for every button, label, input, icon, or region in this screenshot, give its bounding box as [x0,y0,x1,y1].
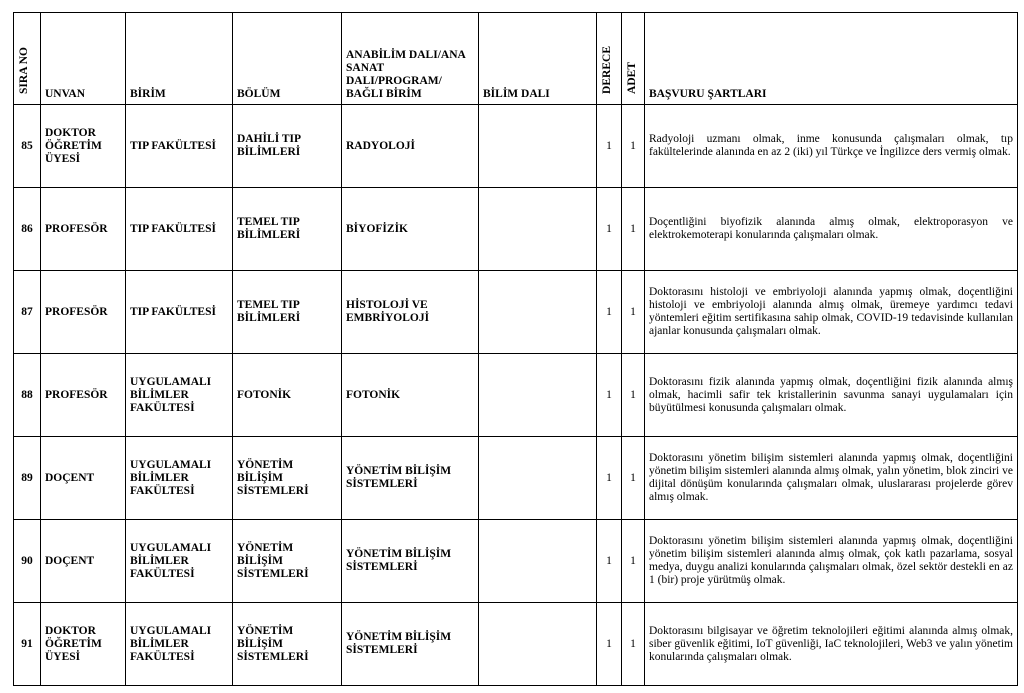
cell-birim: UYGULAMALI BİLİMLER FAKÜLTESİ [126,437,233,520]
cell-adet: 1 [622,603,645,686]
cell-adet: 1 [622,271,645,354]
cell-birim: TIP FAKÜLTESİ [126,188,233,271]
cell-unvan: PROFESÖR [41,354,126,437]
cell-adet: 1 [622,105,645,188]
header-derece: DERECE [597,13,622,105]
table-row [14,603,1018,686]
cell-derece: 1 [597,354,622,437]
cell-bilim-dali [479,105,597,188]
cell-sira-no: 89 [14,437,41,520]
header-anabilim: ANABİLİM DALI/ANA SANAT DALI/PROGRAM/ BAĞLI BİRİM [342,13,479,105]
table-row [14,354,1018,437]
table-row [14,188,1018,271]
cell-basvuru-sartlari: Doktorasını fizik alanında yapmış olmak, doçentliğini fizik alanında almış olmak, hacimli safir tek kristallerinin savunma sanayi uygulamaları için büyütülmesi konusunda çalışmaları olmak. [645,354,1018,437]
cell-bilim-dali [479,188,597,271]
header-bilim-dali: BİLİM DALI [479,13,597,105]
header-birim: BİRİM [126,13,233,105]
cell-basvuru-sartlari: Doçentliğini biyofizik alanında almış olmak, elektroporasyon ve elektrokemoterapi konularında çalışmaları olmak. [645,188,1018,271]
cell-sira-no: 91 [14,603,41,686]
cell-unvan: DOÇENT [41,437,126,520]
table-row [14,520,1018,603]
cell-unvan: PROFESÖR [41,188,126,271]
cell-birim: UYGULAMALI BİLİMLER FAKÜLTESİ [126,354,233,437]
cell-basvuru-sartlari: Radyoloji uzmanı olmak, inme konusunda çalışmaları olmak, tıp fakültelerinde alanında en az 2 (iki) yıl Türkçe ve İngilizce ders vermiş olmak. [645,105,1018,188]
cell-anabilim: RADYOLOJİ [342,105,479,188]
cell-derece: 1 [597,188,622,271]
cell-adet: 1 [622,354,645,437]
cell-bolum: TEMEL TIP BİLİMLERİ [233,188,342,271]
table-row [14,271,1018,354]
cell-bilim-dali [479,271,597,354]
cell-bilim-dali [479,603,597,686]
cell-sira-no: 88 [14,354,41,437]
cell-birim: TIP FAKÜLTESİ [126,271,233,354]
cell-derece: 1 [597,520,622,603]
header-basvuru: BAŞVURU ŞARTLARI [645,13,1018,105]
header-bolum: BÖLÜM [233,13,342,105]
cell-basvuru-sartlari: Doktorasını yönetim bilişim sistemleri alanında yapmış olmak, doçentliğini yönetim bilişim sistemleri alanında almış olmak, yalın yönetim, blok zinciri ve dijital dönüşüm konularında çalışmaları olmak, uluslararası projelerde görev almış olmak. [645,437,1018,520]
cell-sira-no: 87 [14,271,41,354]
cell-basvuru-sartlari: Doktorasını bilgisayar ve öğretim teknolojileri eğitimi alanında almış olmak, siber güvenlik eğitimi, IoT güvenliği, IaC teknolojileri, Web3 ve yalın yönetim konularında çalışmaları olmak. [645,603,1018,686]
cell-sira-no: 90 [14,520,41,603]
cell-basvuru-sartlari: Doktorasını histoloji ve embriyoloji alanında yapmış olmak, doçentliğini histoloji ve embriyoloji alanında almış olmak, üremeye yardımcı tedavi yöntemleri eğitim sertifikasına sahip olmak, COVID-19 tedavisinde kullanılan ajanlar konusunda çalışmaları olmak. [645,271,1018,354]
cell-derece: 1 [597,603,622,686]
cell-bolum: YÖNETİM BİLİŞİM SİSTEMLERİ [233,520,342,603]
cell-anabilim: YÖNETİM BİLİŞİM SİSTEMLERİ [342,603,479,686]
table-row [14,105,1018,188]
cell-bilim-dali [479,437,597,520]
cell-anabilim: HİSTOLOJİ VE EMBRİYOLOJİ [342,271,479,354]
cell-bolum: YÖNETİM BİLİŞİM SİSTEMLERİ [233,437,342,520]
cell-sira-no: 85 [14,105,41,188]
cell-anabilim: FOTONİK [342,354,479,437]
cell-derece: 1 [597,105,622,188]
cell-bolum: TEMEL TIP BİLİMLERİ [233,271,342,354]
header-unvan: UNVAN [41,13,126,105]
header-row [14,13,1018,105]
cell-unvan: DOÇENT [41,520,126,603]
cell-unvan: PROFESÖR [41,271,126,354]
table-row [14,437,1018,520]
cell-unvan: DOKTOR ÖĞRETİM ÜYESİ [41,603,126,686]
positions-table [13,12,1018,686]
cell-adet: 1 [622,520,645,603]
cell-derece: 1 [597,271,622,354]
cell-adet: 1 [622,437,645,520]
cell-bilim-dali [479,354,597,437]
cell-bolum: DAHİLİ TIP BİLİMLERİ [233,105,342,188]
cell-derece: 1 [597,437,622,520]
header-adet: ADET [622,13,645,105]
cell-adet: 1 [622,188,645,271]
cell-bilim-dali [479,520,597,603]
cell-birim: TIP FAKÜLTESİ [126,105,233,188]
cell-anabilim: YÖNETİM BİLİŞİM SİSTEMLERİ [342,520,479,603]
cell-birim: UYGULAMALI BİLİMLER FAKÜLTESİ [126,520,233,603]
cell-birim: UYGULAMALI BİLİMLER FAKÜLTESİ [126,603,233,686]
cell-sira-no: 86 [14,188,41,271]
cell-unvan: DOKTOR ÖĞRETİM ÜYESİ [41,105,126,188]
cell-bolum: YÖNETİM BİLİŞİM SİSTEMLERİ [233,603,342,686]
cell-anabilim: YÖNETİM BİLİŞİM SİSTEMLERİ [342,437,479,520]
cell-bolum: FOTONİK [233,354,342,437]
cell-anabilim: BİYOFİZİK [342,188,479,271]
header-sira-no: SIRA NO [14,13,41,105]
cell-basvuru-sartlari: Doktorasını yönetim bilişim sistemleri alanında yapmış olmak, doçentliğini yönetim bilişim sistemleri alanında almış olmak, çok katlı pazarlama, sosyal medya, duygu analizi konularında çalışmaları olmak, özel sektör destekli en az 1 (bir) proje yürütmüş olmak. [645,520,1018,603]
